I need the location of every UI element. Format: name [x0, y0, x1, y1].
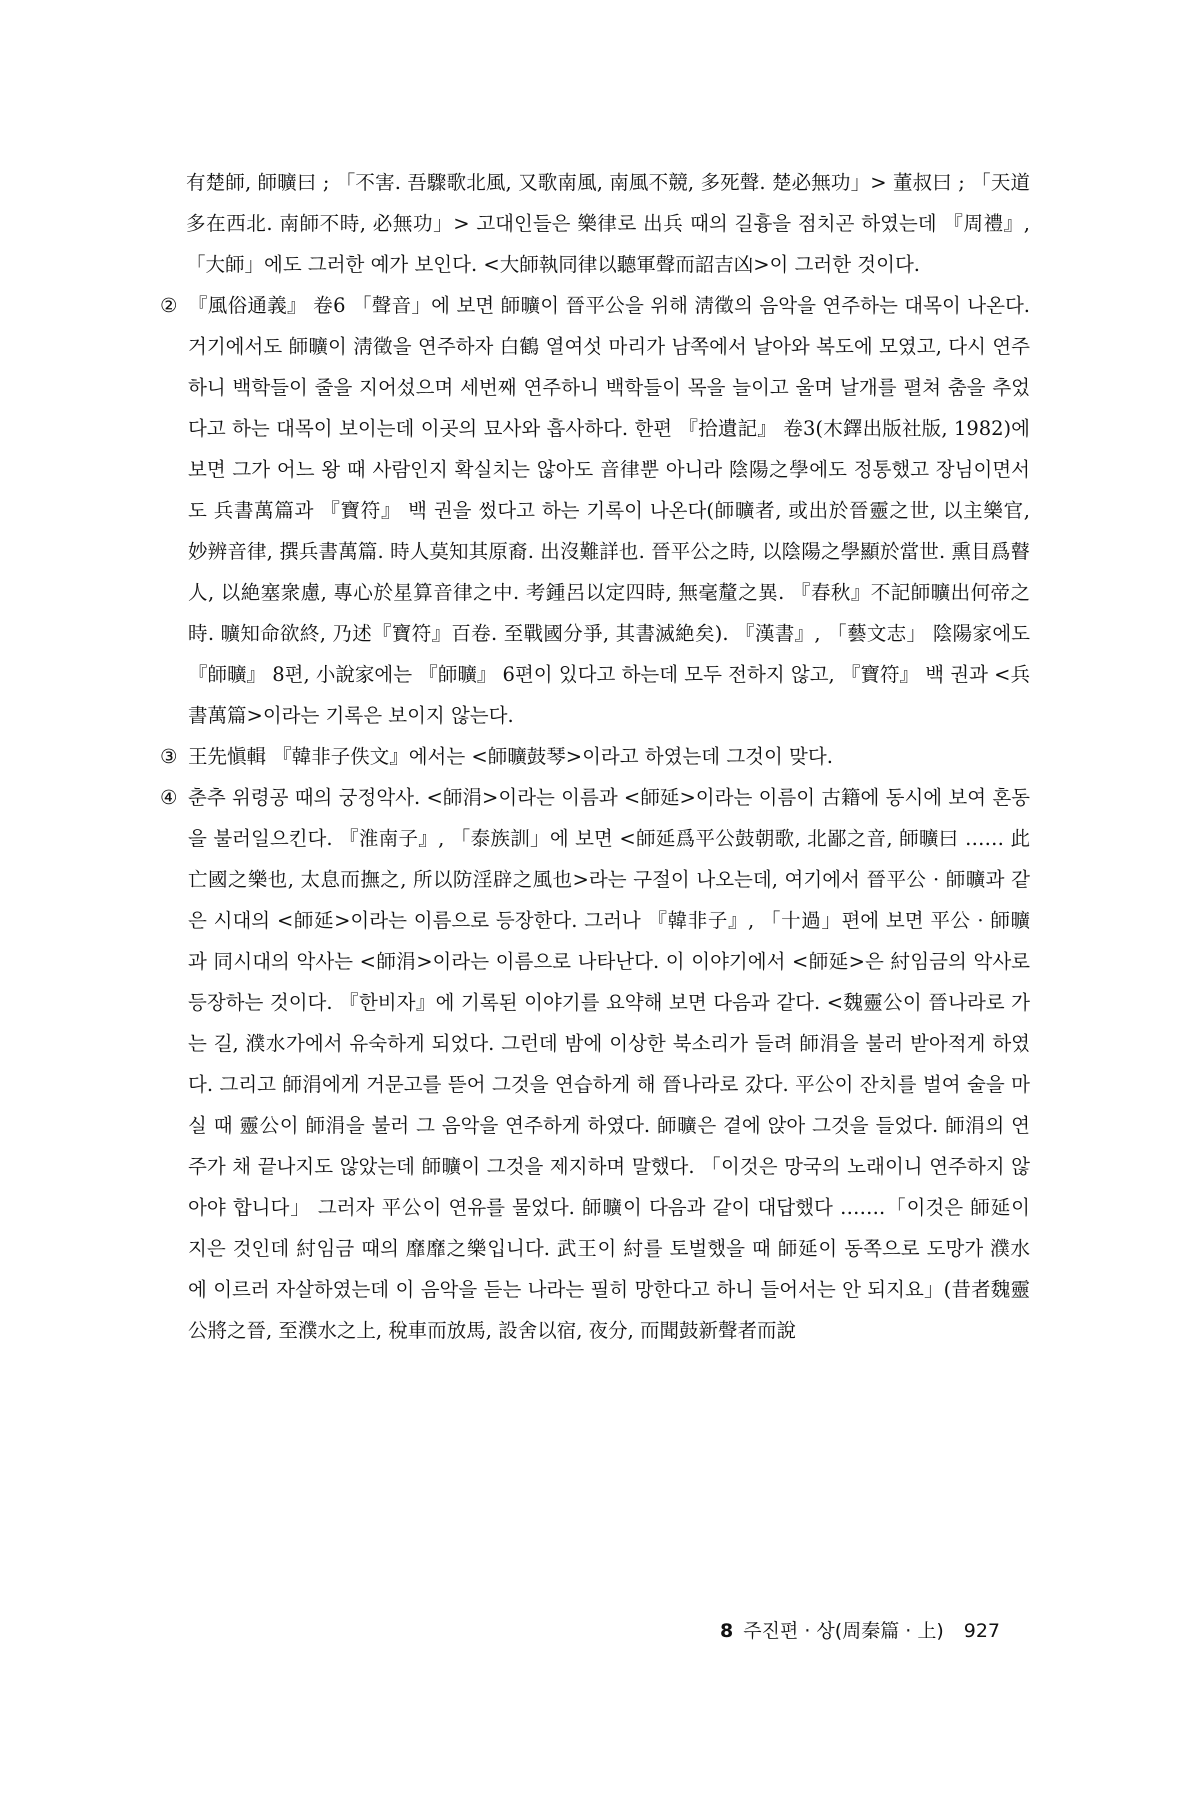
- chapter-title: 주진편 · 상(周秦篇 · 上): [743, 1620, 944, 1642]
- footnote-marker: ②: [160, 294, 178, 317]
- continued-footnote-paragraph: 有楚師, 師曠曰 ; 「不害. 吾驟歌北風, 又歌南風, 南風不競, 多死聲. 楚必無功」> 董叔曰 ; 「天道多在西北. 南師不時, 必無功」> 고대인들은 樂律로 出兵 때의 길흉을 점치곤 하였는데 『周禮』, 「大師」에도 그러한 예가 보인다. <大師執同律以聽軍聲而詔吉凶>이 그러한 것이다.: [186, 171, 1030, 276]
- page-footer: [720, 1616, 1000, 1643]
- footnote-2: [160, 285, 1030, 736]
- footnote-text: 춘추 위령공 때의 궁정악사. <師涓>이라는 이름과 <師延>이라는 이름이 古籍에 동시에 보여 혼동을 불러일으킨다. 『淮南子』, 「泰族訓」에 보면 <師延爲平公鼓朝歌, 北鄙之音, 師曠曰 …… 此亡國之樂也, 太息而撫之, 所以防淫辟之風也>라는 구절이 나오는데, 여기에서 晉平公 · 師曠과 같은 시대의 <師延>이라는 이름으로 등장한다. 그러나 『韓非子』, 「十過」편에 보면 平公 · 師曠과 同시대의 악사는 <師涓>이라는 이름으로 나타난다. 이 이야기에서 <師延>은 紂임금의 악사로 등장하는 것이다. 『한비자』에 기록된 이야기를 요약해 보면 다음과 같다. <魏靈公이 晉나라로 가는 길, 濮水가에서 유숙하게 되었다. 그런데 밤에 이상한 북소리가 들려 師涓을 불러 받아적게 하였다. 그리고 師涓에게 거문고를 뜯어 그것을 연습하게 해 晉나라로 갔다. 平公이 잔치를 벌여 술을 마실 때 靈公이 師涓을 불러 그 음악을 연주하게 하였다. 師曠은 곁에 앉아 그것을 들었다. 師涓의 연주가 채 끝나지도 않았는데 師曠이 그것을 제지하며 말했다. 「이것은 망국의 노래이니 연주하지 않아야 합니다」 그러자 平公이 연유를 물었다. 師曠이 다음과 같이 대답했다 …….「이것은 師延이 지은 것인데 紂임금 때의 靡靡之樂입니다. 武王이 紂를 토벌했을 때 師延이 동쪽으로 도망가 濮水에 이르러 자살하였는데 이 음악을 듣는 나라는 필히 망한다고 하니 들어서는 안 되지요」(昔者魏靈公將之晉, 至濮水之上, 稅車而放馬, 設舍以宿, 夜分, 而聞鼓新聲者而說: [188, 786, 1030, 1342]
- footnote-body: [160, 162, 1030, 1351]
- chapter-number: 8: [720, 1620, 734, 1642]
- page-number: 927: [963, 1620, 1000, 1642]
- footnote-3: [160, 736, 1030, 777]
- footnote-marker: ③: [160, 745, 178, 768]
- footnote-text: 『風俗通義』 卷6 「聲音」에 보면 師曠이 晉平公을 위해 淸徵의 음악을 연주하는 대목이 나온다. 거기에서도 師曠이 淸徵을 연주하자 白鶴 열여섯 마리가 남쪽에서 날아와 복도에 모였고, 다시 연주하니 백학들이 줄을 지어섰으며 세번째 연주하니 백학들이 목을 늘이고 울며 날개를 펼쳐 춤을 추었다고 하는 대목이 보이는데 이곳의 묘사와 흡사하다. 한편 『拾遺記』 卷3(木鐸出版社版, 1982)에 보면 그가 어느 왕 때 사람인지 확실치는 않아도 音律뿐 아니라 陰陽之學에도 정통했고 장님이면서도 兵書萬篇과 『寶符』 백 권을 썼다고 하는 기록이 나온다(師曠者, 或出於晉靈之世, 以主樂官, 妙辨音律, 撰兵書萬篇. 時人莫知其原裔. 出沒難詳也. 晉平公之時, 以陰陽之學顯於當世. 熏目爲瞽人, 以絶塞衆慮, 專心於星算音律之中. 考鍾呂以定四時, 無毫釐之異. 『春秋』不記師曠出何帝之時. 曠知命欲終, 乃述『寶符』百卷. 至戰國分爭, 其書滅絶矣). 『漢書』, 「藝文志」 陰陽家에도 『師曠』 8편, 小說家에는 『師曠』 6편이 있다고 하는데 모두 전하지 않고, 『寶符』 백 권과 <兵書萬篇>이라는 기록은 보이지 않는다.: [188, 294, 1030, 727]
- footnote-4: [160, 777, 1030, 1351]
- footnote-marker: ④: [160, 786, 178, 809]
- footnote-text: 王先愼輯 『韓非子佚文』에서는 <師曠鼓琴>이라고 하였는데 그것이 맞다.: [188, 745, 833, 768]
